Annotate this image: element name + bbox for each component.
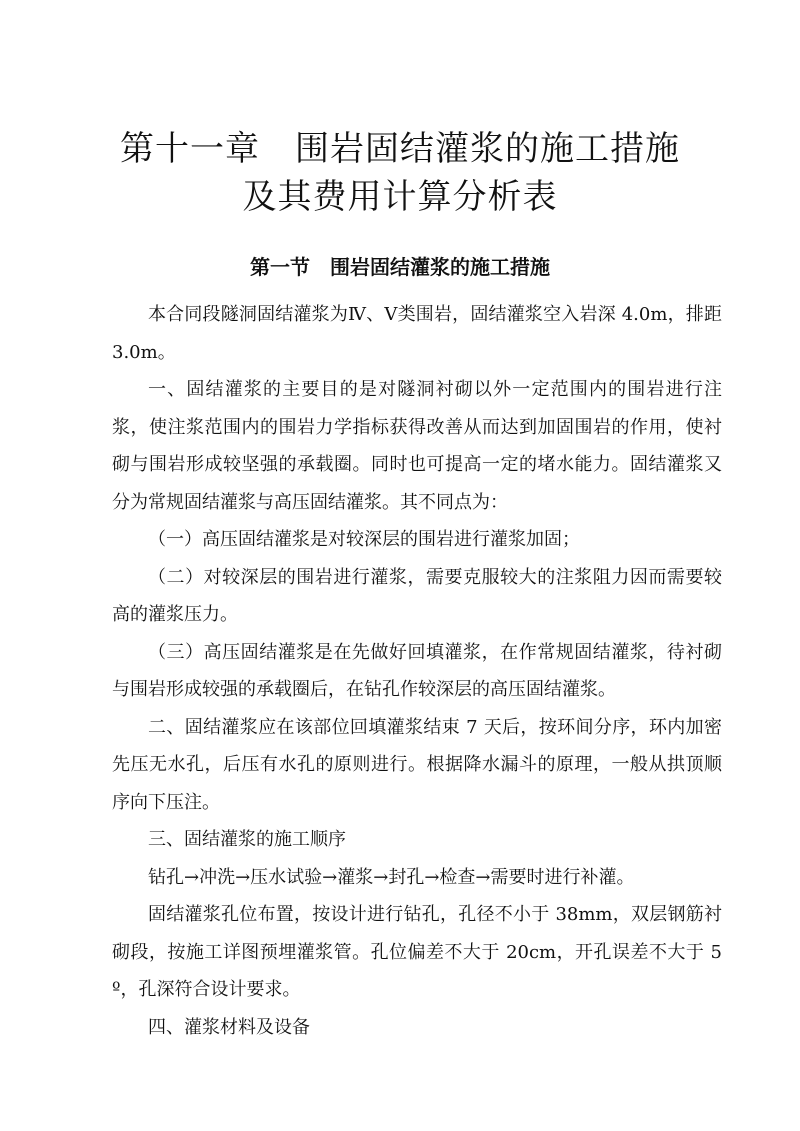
paragraph-difference-3: （三）高压固结灌浆是在先做好回填灌浆，在作常规固结灌浆，待衬砌与围岩形成较强的承载圈后，在钻孔作较深层的高压固结灌浆。 <box>112 641 722 700</box>
paragraph-hole-layout: 固结灌浆孔位布置，按设计进行钻孔，孔径不小于 38mm，双层钢筋衬砌段，按施工详图预埋灌浆管。孔位偏差不大于 20cm，开孔误差不大于 5º，孔深符合设计要求。 <box>112 904 722 1000</box>
paragraph-timing: 二、固结灌浆应在该部位回填灌浆结束 7 天后，按环间分序，环内加密先压无水孔，后压有水孔的原则进行。根据降水漏斗的原理，一般从拱顶顺序向下压注。 <box>112 716 722 813</box>
chapter-title-line2: 及其费用计算分析表 <box>242 177 558 217</box>
paragraph-difference-1: （一）高压固结灌浆是对较深层的围岩进行灌浆加固； <box>148 529 580 550</box>
section-title: 第一节 围岩固结灌浆的施工措施 <box>250 255 550 279</box>
body-text <box>112 296 722 1046</box>
paragraph-materials-heading: 四、灌浆材料及设备 <box>148 1016 310 1038</box>
paragraph-sequence-steps: 钻孔→冲洗→压水试验→灌浆→封孔→检查→需要时进行补灌。 <box>148 866 635 888</box>
paragraph-purpose: 一、固结灌浆的主要目的是对隧洞衬砌以外一定范围内的围岩进行注浆，使注浆范围内的围岩力学指标获得改善从而达到加固围岩的作用，使衬砌与围岩形成较坚强的承载圈。同时也可提高一定的堵水能力。固结灌浆又分为常规固结灌浆与高压固结灌浆。其不同点为： <box>112 379 722 513</box>
chapter-title-line1: 第十一章 围岩固结灌浆的施工措施 <box>120 129 680 169</box>
paragraph-difference-2: （二）对较深层的围岩进行灌浆，需要克服较大的注浆阻力因而需要较高的灌浆压力。 <box>112 566 722 625</box>
paragraph-intro: 本合同段隧洞固结灌浆为Ⅳ、Ⅴ类围岩，固结灌浆空入岩深 4.0m，排距 3.0m。 <box>112 304 722 363</box>
paragraph-sequence-heading: 三、固结灌浆的施工顺序 <box>148 829 346 850</box>
